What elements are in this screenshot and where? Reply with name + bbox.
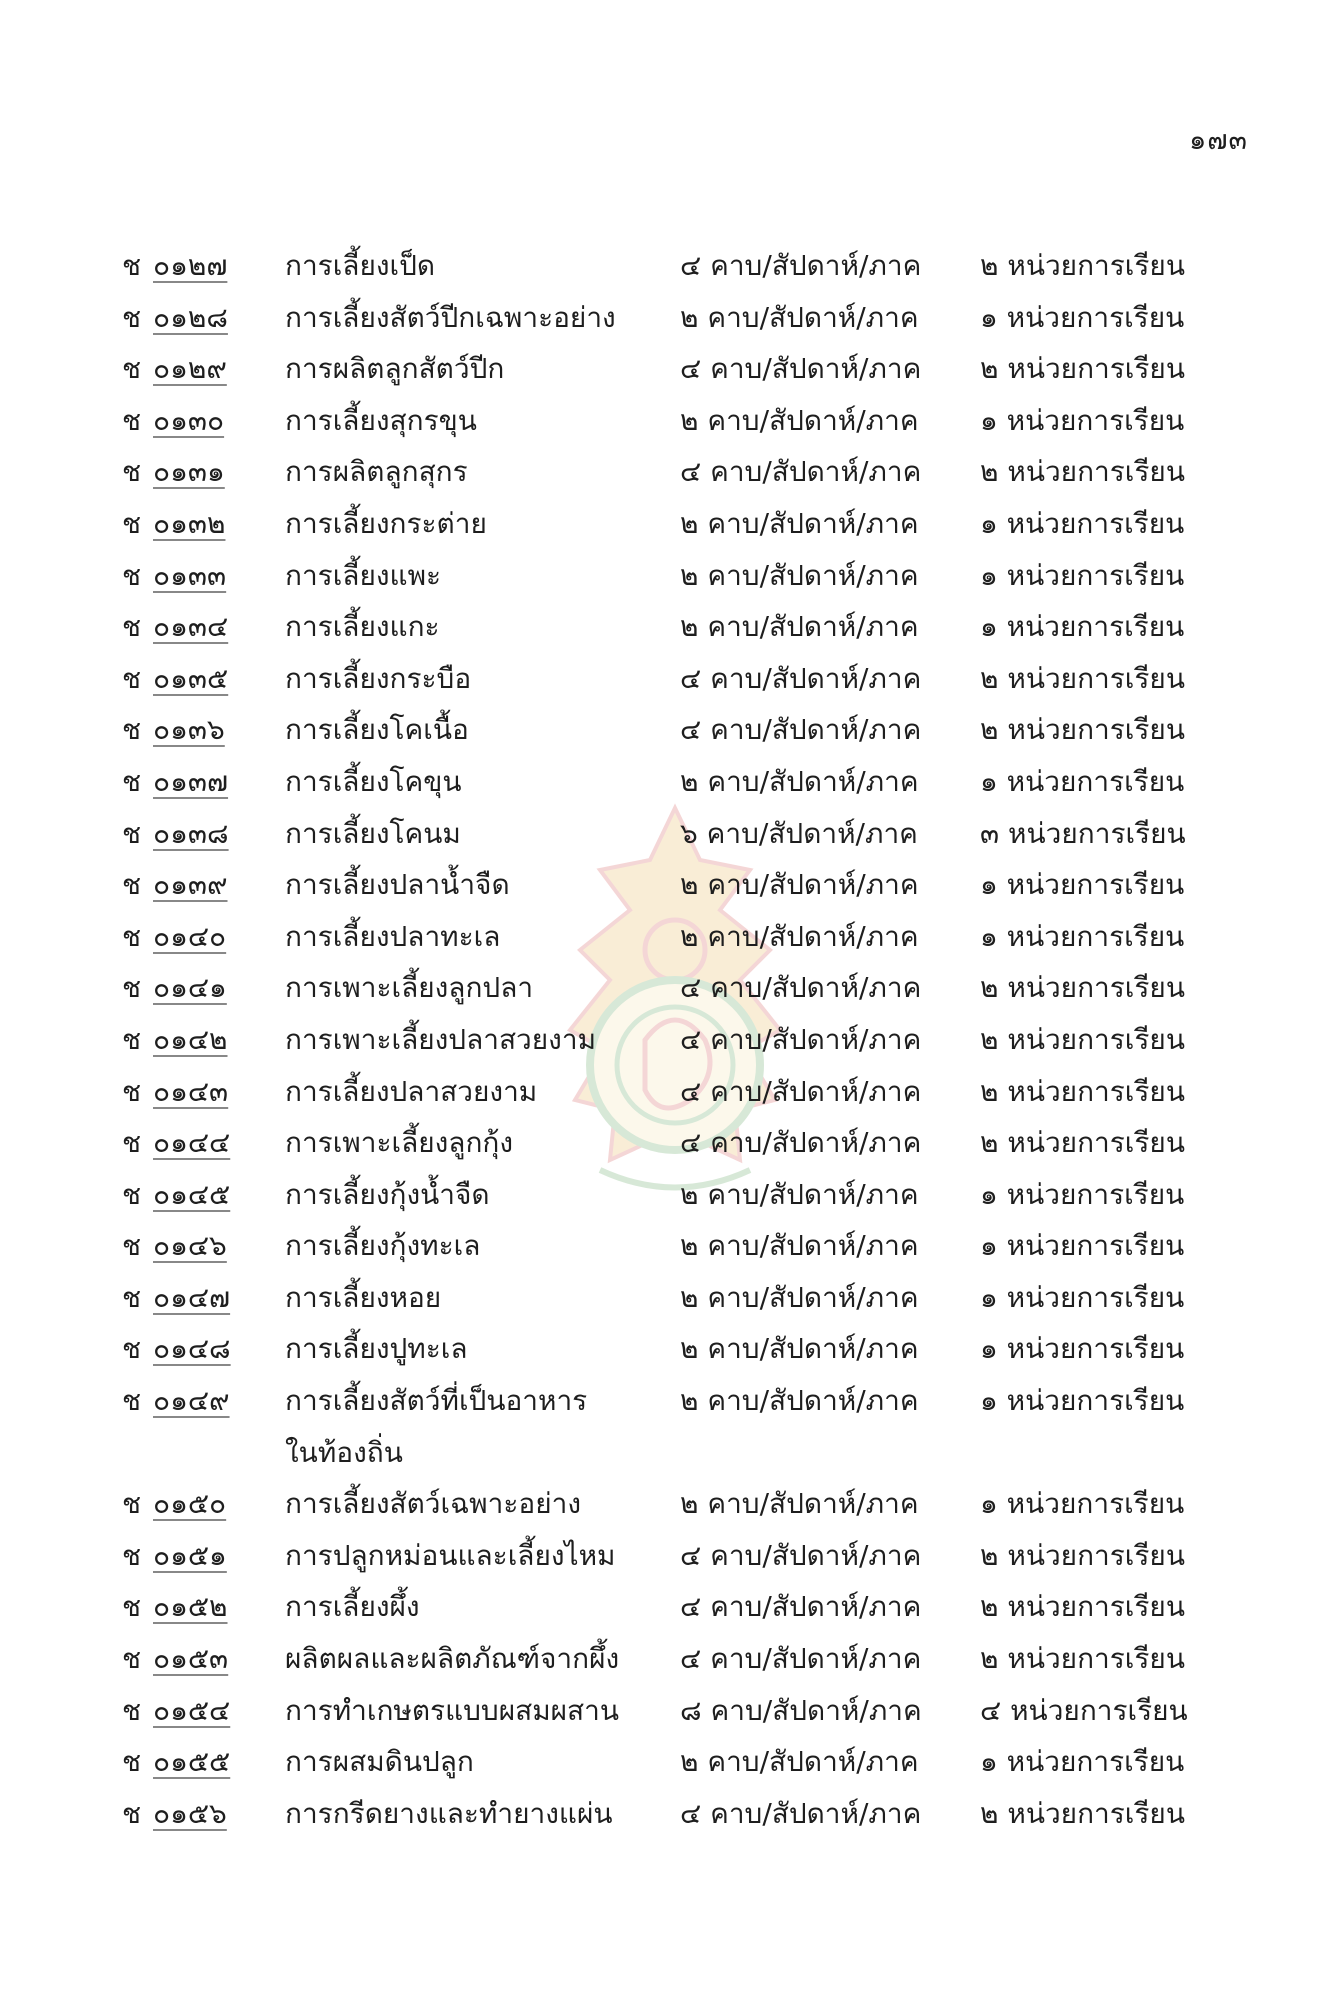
- course-row: [0, 1169, 1340, 1221]
- course-code-prefix: ช: [122, 1332, 142, 1366]
- course-name-line-2: ในท้องถิ่น: [285, 1435, 403, 1469]
- page-number: ๑๗๓: [1189, 125, 1248, 156]
- course-row: [0, 1014, 1340, 1066]
- course-code-prefix: ช: [122, 1126, 142, 1160]
- course-credits: ๔ หน่วยการเรียน: [980, 1693, 1188, 1727]
- course-name-line: การผสมดินปลูก: [285, 1745, 474, 1779]
- course-code-prefix: ช: [122, 1487, 142, 1521]
- course-name-line: การเลี้ยงปลาทะเล: [285, 919, 501, 953]
- course-code-number: ๐๑๕๖: [153, 1796, 227, 1830]
- course-code-number: ๐๑๔๙: [153, 1384, 230, 1418]
- course-code-prefix: ช: [122, 816, 142, 850]
- course-code-prefix: ช: [122, 1538, 142, 1572]
- course-name-line: การเลี้ยงโคเนื้อ: [285, 713, 469, 747]
- course-row: [0, 1685, 1340, 1737]
- course-credits: ๑ หน่วยการเรียน: [980, 403, 1185, 437]
- course-name: [285, 704, 469, 756]
- course-name-line: การเลี้ยงแกะ: [285, 610, 440, 644]
- course-code-prefix: ช: [122, 1280, 142, 1314]
- course-row: [0, 859, 1340, 911]
- course-hours: ๔ คาบ/สัปดาห์/ภาค: [680, 1126, 922, 1160]
- course-credits: ๑ หน่วยการเรียน: [980, 610, 1185, 644]
- course-code-number: ๐๑๓๒: [153, 506, 226, 540]
- course-credits: ๒ หน่วยการเรียน: [980, 249, 1185, 282]
- course-credits: ๑ หน่วยการเรียน: [980, 1177, 1185, 1211]
- course-name-line: การเลี้ยงหอย: [285, 1280, 442, 1314]
- course-code-prefix: ช: [122, 300, 142, 334]
- course-code-prefix: ช: [122, 1745, 142, 1779]
- course-hours: ๒ คาบ/สัปดาห์/ภาค: [680, 300, 919, 334]
- course-row: [0, 395, 1340, 447]
- course-hours: ๔ คาบ/สัปดาห์/ภาค: [680, 455, 922, 489]
- course-hours: ๒ คาบ/สัปดาห์/ภาค: [680, 1280, 919, 1314]
- course-code-number: ๐๑๒๙: [153, 352, 227, 386]
- course-name-line: ผลิตผลและผลิตภัณฑ์จากผึ้ง: [285, 1642, 620, 1676]
- course-credits: ๑ หน่วยการเรียน: [980, 1332, 1185, 1366]
- course-name-line: การเลี้ยงสัตว์เฉพาะอย่าง: [285, 1487, 581, 1521]
- course-row: [0, 1736, 1340, 1788]
- course-code-number: ๐๑๕๐: [153, 1487, 227, 1521]
- course-code-number: ๐๑๓๘: [153, 816, 229, 850]
- course-name: [285, 1581, 420, 1633]
- course-code-number: ๐๑๓๗: [153, 764, 229, 798]
- course-credits: ๒ หน่วยการเรียน: [980, 1538, 1185, 1572]
- course-name: [285, 1323, 468, 1375]
- course-code-prefix: ช: [122, 403, 142, 437]
- course-name-line: การเลี้ยงสัตว์ที่เป็นอาหาร: [285, 1384, 588, 1418]
- course-code-prefix: ช: [122, 1693, 142, 1727]
- course-row: [0, 1478, 1340, 1530]
- course-credits: ๑ หน่วยการเรียน: [980, 1280, 1185, 1314]
- course-row: [0, 756, 1340, 808]
- course-hours: ๒ คาบ/สัปดาห์/ภาค: [680, 1332, 919, 1366]
- course-name: [285, 1736, 474, 1788]
- course-code-number: ๐๑๓๓: [153, 558, 227, 592]
- course-code-prefix: ช: [122, 1384, 142, 1418]
- course-code-number: ๐๑๔๘: [153, 1332, 231, 1366]
- course-list: [0, 240, 1340, 1839]
- course-code-number: ๐๑๕๑: [153, 1538, 227, 1572]
- course-code-number: ๐๑๔๗: [153, 1280, 231, 1314]
- course-code-prefix: ช: [122, 455, 142, 489]
- course-row: [0, 1375, 1340, 1478]
- course-hours: ๔ คาบ/สัปดาห์/ภาค: [680, 713, 922, 747]
- course-credits: ๑ หน่วยการเรียน: [980, 764, 1185, 798]
- course-name-line: การเลี้ยงโคขุน: [285, 764, 462, 798]
- course-name-line: การเลี้ยงผึ้ง: [285, 1590, 420, 1624]
- course-name: [285, 1117, 513, 1169]
- course-hours: ๔ คาบ/สัปดาห์/ภาค: [680, 1074, 922, 1108]
- course-name: [285, 1633, 619, 1685]
- course-code-number: ๐๑๔๒: [153, 1022, 228, 1056]
- course-credits: ๒ หน่วยการเรียน: [980, 352, 1185, 386]
- course-row: [0, 343, 1340, 395]
- course-row: [0, 1323, 1340, 1375]
- course-credits: ๒ หน่วยการเรียน: [980, 1590, 1185, 1624]
- course-code-prefix: ช: [122, 610, 142, 644]
- course-credits: ๑ หน่วยการเรียน: [980, 506, 1185, 540]
- course-code-prefix: ช: [122, 506, 142, 540]
- course-credits: ๑ หน่วยการเรียน: [980, 300, 1185, 334]
- course-credits: ๑ หน่วยการเรียน: [980, 1745, 1185, 1779]
- course-name: [285, 911, 500, 963]
- course-name-line: การเลี้ยงสุกรขุน: [285, 403, 477, 437]
- course-name: [285, 859, 510, 911]
- course-code-number: ๐๑๕๔: [153, 1693, 231, 1727]
- course-code-number: ๐๑๔๓: [153, 1074, 229, 1108]
- course-name-line: การเลี้ยงปลาสวยงาม: [285, 1074, 538, 1108]
- course-hours: ๒ คาบ/สัปดาห์/ภาค: [680, 1487, 919, 1521]
- course-code-prefix: ช: [122, 352, 142, 386]
- course-name-line: การเลี้ยงกระบือ: [285, 661, 472, 695]
- course-row: [0, 446, 1340, 498]
- course-credits: ๑ หน่วยการเรียน: [980, 1384, 1185, 1418]
- course-name-line: การเลี้ยงโคนม: [285, 816, 461, 850]
- course-credits: ๒ หน่วยการเรียน: [980, 971, 1185, 1005]
- course-name-line: การเพาะเลี้ยงลูกปลา: [285, 971, 534, 1005]
- course-code-number: ๐๑๔๐: [153, 919, 227, 953]
- course-hours: ๒ คาบ/สัปดาห์/ภาค: [680, 868, 919, 902]
- course-code-prefix: ช: [122, 558, 142, 592]
- course-row: [0, 1530, 1340, 1582]
- course-name-line: การเลี้ยงปูทะเล: [285, 1332, 468, 1366]
- course-code-number: ๐๑๓๑: [153, 455, 225, 489]
- course-credits: ๒ หน่วยการเรียน: [980, 713, 1185, 747]
- course-code-prefix: ช: [122, 1642, 142, 1676]
- course-code-prefix: ช: [122, 868, 142, 902]
- course-name: [285, 1272, 441, 1324]
- course-code-prefix: ช: [122, 971, 142, 1005]
- course-hours: ๔ คาบ/สัปดาห์/ภาค: [680, 1022, 922, 1056]
- course-name-line: การเลี้ยงสัตว์ปีกเฉพาะอย่าง: [285, 300, 616, 334]
- course-name-line: การเลี้ยงเป็ด: [285, 249, 436, 282]
- course-name-line: การเลี้ยงกระต่าย: [285, 506, 487, 540]
- course-code-number: ๐๑๕๒: [153, 1590, 228, 1624]
- course-row: [0, 1117, 1340, 1169]
- course-hours: ๘ คาบ/สัปดาห์/ภาค: [680, 1693, 922, 1727]
- course-code-number: ๐๑๒๗: [153, 249, 228, 282]
- course-code-prefix: ช: [122, 249, 142, 282]
- course-hours: ๖ คาบ/สัปดาห์/ภาค: [680, 816, 918, 850]
- course-credits: ๒ หน่วยการเรียน: [980, 1022, 1185, 1056]
- course-name: [285, 962, 533, 1014]
- course-credits: ๒ หน่วยการเรียน: [980, 1126, 1185, 1160]
- course-credits: ๒ หน่วยการเรียน: [980, 455, 1185, 489]
- course-row: [0, 601, 1340, 653]
- course-name: [285, 1478, 581, 1530]
- course-name: [285, 292, 616, 344]
- course-row: [0, 808, 1340, 860]
- course-code-number: ๐๑๓๕: [153, 661, 229, 695]
- course-name: [285, 1685, 619, 1737]
- course-name: [285, 808, 461, 860]
- course-hours: ๔ คาบ/สัปดาห์/ภาค: [680, 352, 922, 386]
- course-row: [0, 962, 1340, 1014]
- course-name: [285, 756, 462, 808]
- course-row: [0, 704, 1340, 756]
- course-hours: ๒ คาบ/สัปดาห์/ภาค: [680, 1745, 919, 1779]
- course-name: [285, 1014, 596, 1066]
- course-code-prefix: ช: [122, 661, 142, 695]
- course-code-number: ๐๑๒๘: [153, 300, 228, 334]
- course-code-prefix: ช: [122, 1796, 142, 1830]
- course-row: [0, 240, 1340, 292]
- course-hours: ๔ คาบ/สัปดาห์/ภาค: [680, 661, 922, 695]
- course-hours: ๔ คาบ/สัปดาห์/ภาค: [680, 1642, 922, 1676]
- course-name: [285, 1375, 587, 1478]
- course-name: [285, 1220, 480, 1272]
- course-code-number: ๐๑๔๑: [153, 971, 227, 1005]
- course-code-prefix: ช: [122, 1177, 142, 1211]
- course-row: [0, 550, 1340, 602]
- course-code-prefix: ช: [122, 1022, 142, 1056]
- course-name-line: การเพาะเลี้ยงปลาสวยงาม: [285, 1022, 597, 1056]
- course-hours: ๒ คาบ/สัปดาห์/ภาค: [680, 1229, 919, 1263]
- course-name: [285, 1169, 490, 1221]
- course-code-number: ๐๑๓๙: [153, 868, 228, 902]
- course-name-line: การทำเกษตรแบบผสมผสาน: [285, 1693, 620, 1727]
- course-row: [0, 1633, 1340, 1685]
- course-code-prefix: ช: [122, 919, 142, 953]
- course-name: [285, 1066, 537, 1118]
- course-name: [285, 395, 477, 447]
- course-code-number: ๐๑๔๔: [153, 1126, 231, 1160]
- course-code-number: ๐๑๓๖: [153, 713, 225, 747]
- course-credits: ๒ หน่วยการเรียน: [980, 1642, 1185, 1676]
- course-name-line: การเลี้ยงแพะ: [285, 558, 442, 592]
- course-code-prefix: ช: [122, 1074, 142, 1108]
- course-hours: ๒ คาบ/สัปดาห์/ภาค: [680, 506, 919, 540]
- course-row: [0, 1788, 1340, 1840]
- course-hours: ๒ คาบ/สัปดาห์/ภาค: [680, 764, 919, 798]
- course-row: [0, 1581, 1340, 1633]
- course-code-number: ๐๑๕๓: [153, 1642, 229, 1676]
- course-row: [0, 911, 1340, 963]
- course-hours: ๔ คาบ/สัปดาห์/ภาค: [680, 1796, 922, 1830]
- course-hours: ๔ คาบ/สัปดาห์/ภาค: [680, 971, 922, 1005]
- course-row: [0, 1220, 1340, 1272]
- course-row: [0, 498, 1340, 550]
- course-code-number: ๐๑๓๔: [153, 610, 229, 644]
- course-credits: ๒ หน่วยการเรียน: [980, 661, 1185, 695]
- course-hours: ๒ คาบ/สัปดาห์/ภาค: [680, 1177, 919, 1211]
- course-hours: ๔ คาบ/สัปดาห์/ภาค: [680, 249, 922, 282]
- course-credits: ๑ หน่วยการเรียน: [980, 868, 1185, 902]
- course-name-line: การเลี้ยงกุ้งน้ำจืด: [285, 1177, 490, 1211]
- course-code-prefix: ช: [122, 764, 142, 798]
- course-row: [0, 653, 1340, 705]
- course-credits: ๑ หน่วยการเรียน: [980, 1487, 1185, 1521]
- course-name: [285, 653, 471, 705]
- course-hours: ๔ คาบ/สัปดาห์/ภาค: [680, 1538, 922, 1572]
- course-code-prefix: ช: [122, 713, 142, 747]
- course-code-prefix: ช: [122, 1590, 142, 1624]
- course-credits: ๒ หน่วยการเรียน: [980, 1796, 1185, 1830]
- course-code-number: ๐๑๔๕: [153, 1177, 231, 1211]
- course-code-prefix: ช: [122, 1229, 142, 1263]
- course-code-number: ๐๑๕๕: [153, 1745, 231, 1779]
- course-name: [285, 601, 440, 653]
- course-row: [0, 292, 1340, 344]
- course-name-line: การผลิตลูกสุกร: [285, 455, 468, 489]
- course-hours: ๒ คาบ/สัปดาห์/ภาค: [680, 1384, 919, 1418]
- course-name-line: การเพาะเลี้ยงลูกกุ้ง: [285, 1126, 514, 1160]
- course-name: [285, 343, 504, 395]
- course-row: [0, 1272, 1340, 1324]
- course-name-line: การเลี้ยงปลาน้ำจืด: [285, 868, 510, 902]
- course-code-number: ๐๑๔๖: [153, 1229, 227, 1263]
- course-credits: ๑ หน่วยการเรียน: [980, 919, 1185, 953]
- course-name-line: การเลี้ยงกุ้งทะเล: [285, 1229, 481, 1263]
- course-code-number: ๐๑๓๐: [153, 403, 225, 437]
- course-hours: ๒ คาบ/สัปดาห์/ภาค: [680, 558, 919, 592]
- course-hours: ๒ คาบ/สัปดาห์/ภาค: [680, 403, 919, 437]
- course-hours: ๒ คาบ/สัปดาห์/ภาค: [680, 919, 919, 953]
- course-name: [285, 498, 487, 550]
- course-credits: ๑ หน่วยการเรียน: [980, 1229, 1185, 1263]
- course-name-line: การปลูกหม่อนและเลี้ยงไหม: [285, 1538, 616, 1572]
- course-name: [285, 1530, 616, 1582]
- course-name-line: การกรีดยางและทำยางแผ่น: [285, 1796, 613, 1830]
- course-row: [0, 1066, 1340, 1118]
- course-hours: ๒ คาบ/สัปดาห์/ภาค: [680, 610, 919, 644]
- course-name: [285, 240, 435, 292]
- course-credits: ๓ หน่วยการเรียน: [980, 816, 1186, 850]
- course-name: [285, 1788, 613, 1840]
- course-name: [285, 550, 441, 602]
- course-credits: ๒ หน่วยการเรียน: [980, 1074, 1185, 1108]
- course-credits: ๑ หน่วยการเรียน: [980, 558, 1185, 592]
- course-name: [285, 446, 468, 498]
- course-hours: ๔ คาบ/สัปดาห์/ภาค: [680, 1590, 922, 1624]
- course-name-line: การผลิตลูกสัตว์ปีก: [285, 352, 505, 386]
